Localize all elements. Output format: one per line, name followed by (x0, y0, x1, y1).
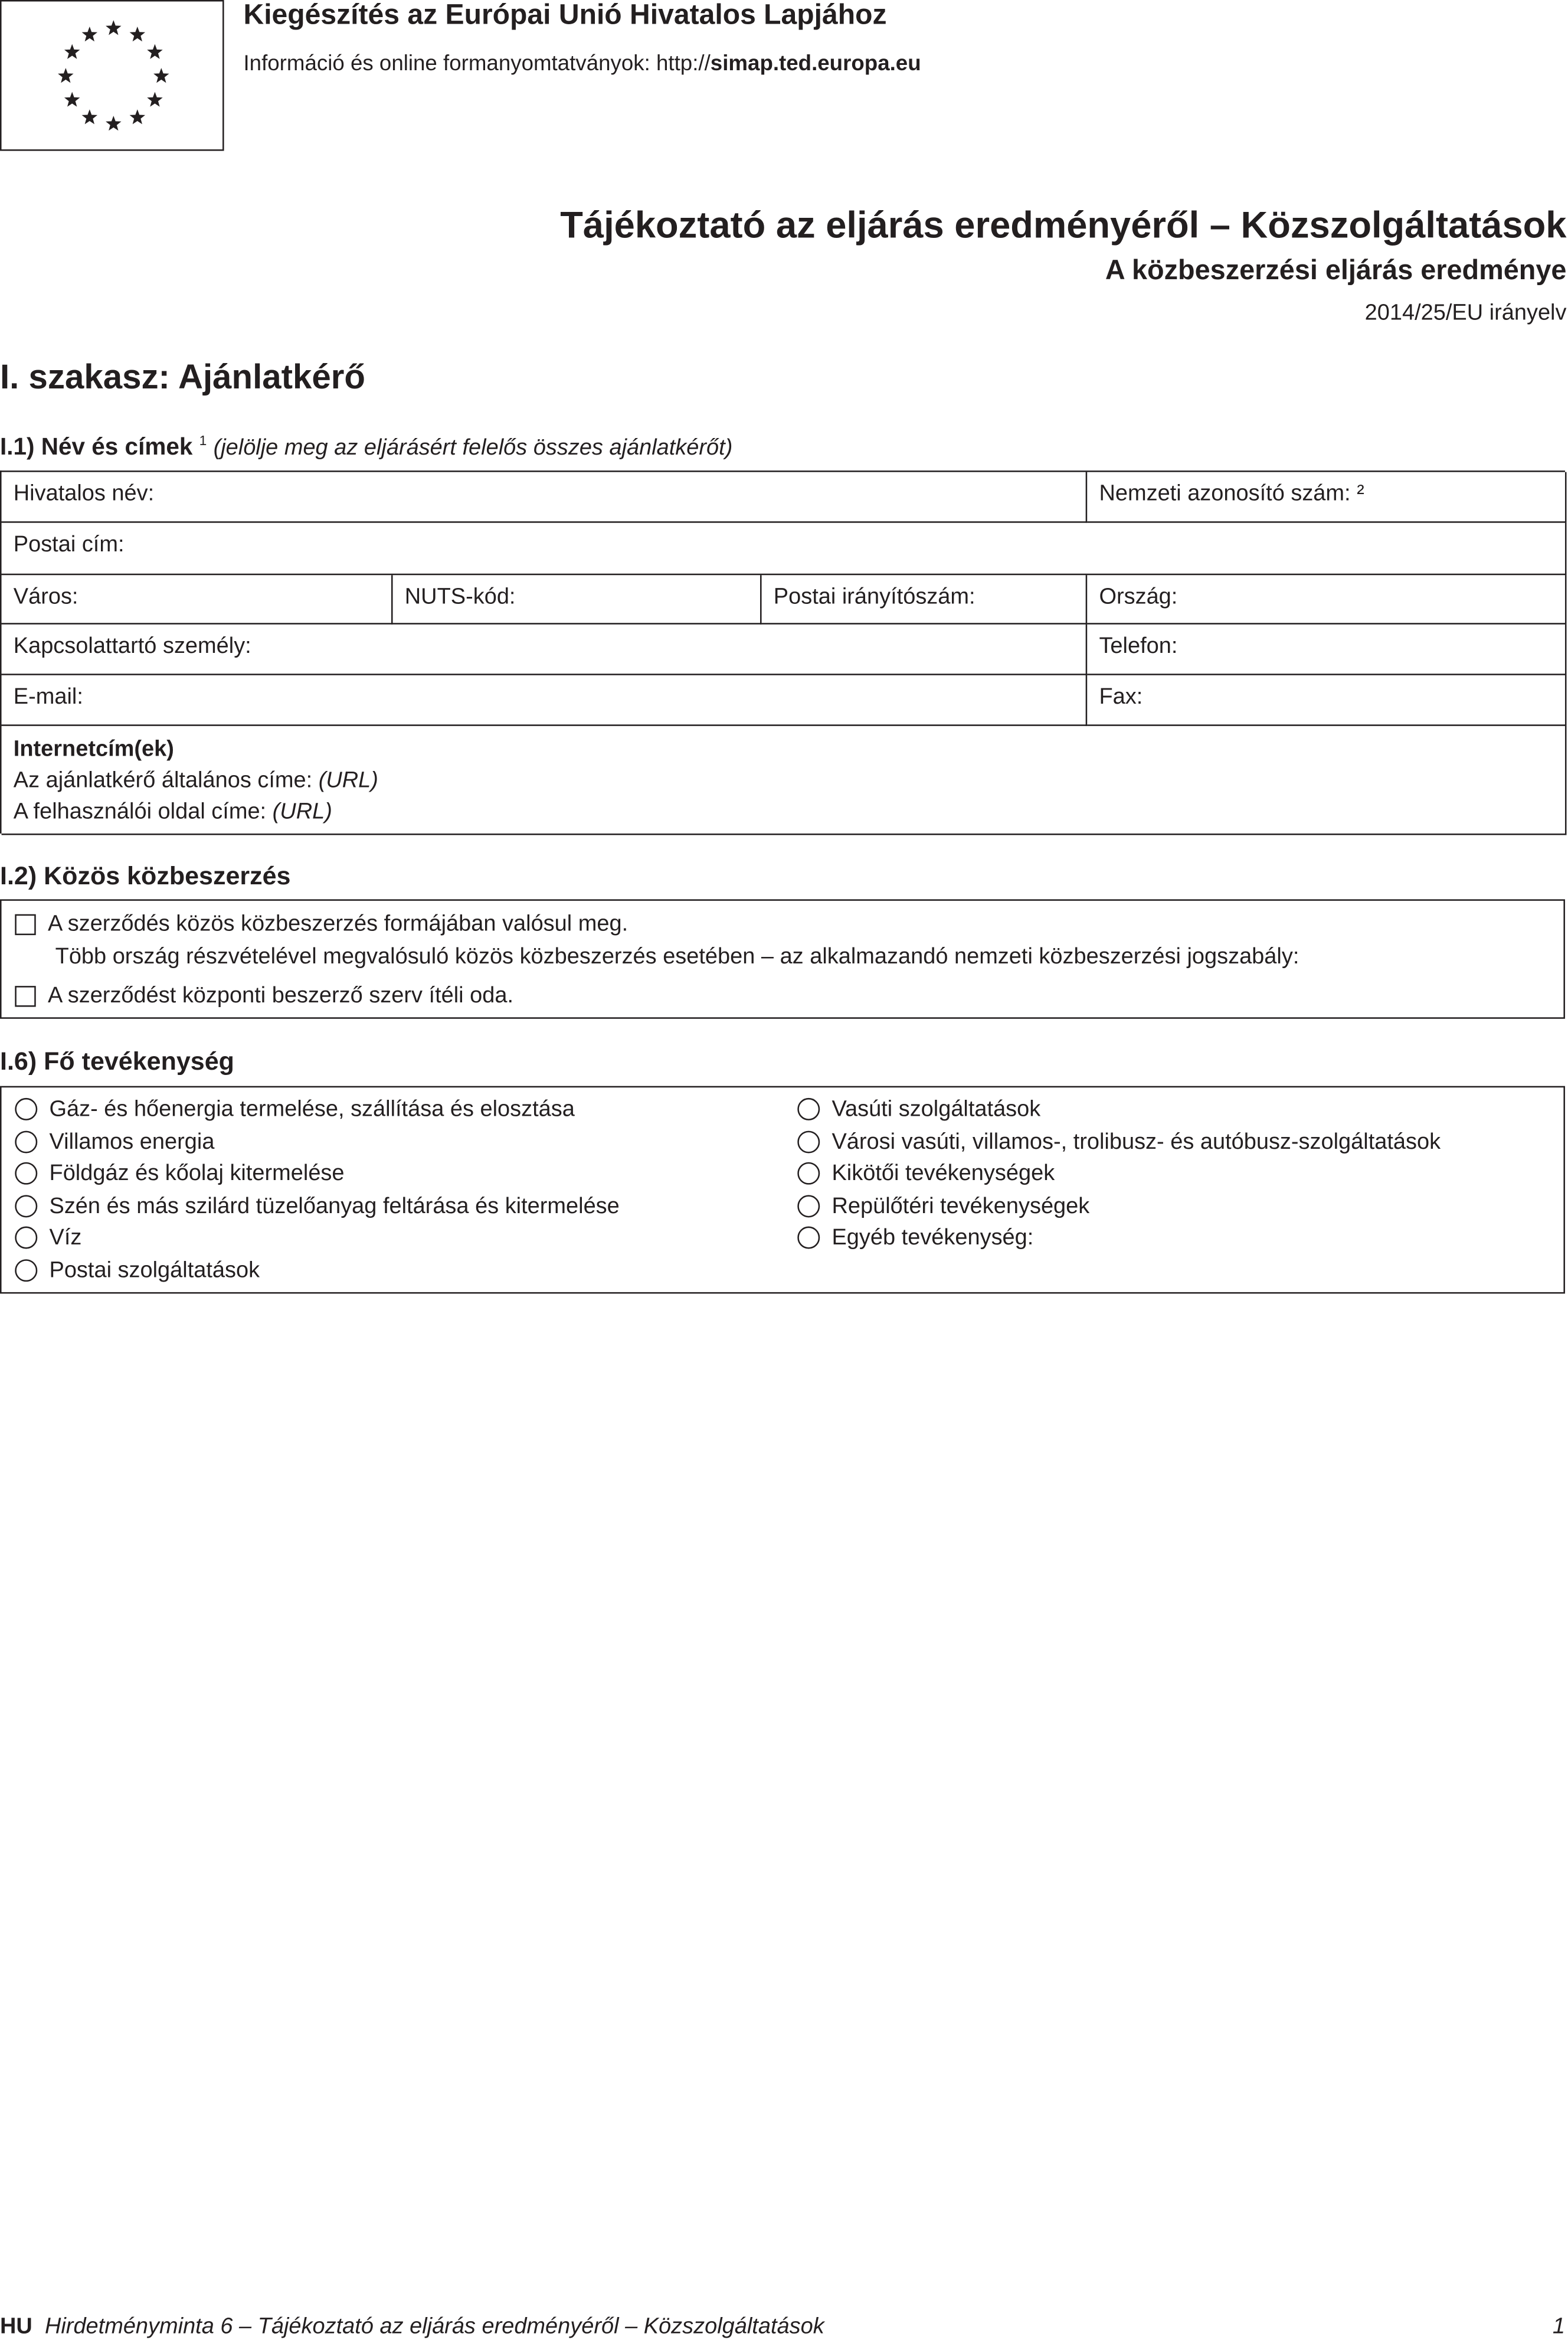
activity-option[interactable] (797, 1129, 1441, 1154)
checkbox[interactable] (15, 913, 35, 934)
star-icon (58, 68, 73, 83)
star-icon (106, 116, 121, 130)
radio-button[interactable] (15, 1227, 37, 1249)
radio-button[interactable] (15, 1130, 37, 1152)
central-purchasing-option[interactable] (15, 983, 513, 1008)
radio-button[interactable] (15, 1098, 37, 1120)
star-icon (147, 92, 162, 107)
activity-label: Vasúti szolgáltatások (832, 1096, 1041, 1122)
checkbox[interactable] (15, 985, 35, 1006)
star-icon (82, 109, 97, 124)
i6-heading: I.6) Fő tevékenység (0, 1047, 234, 1076)
buyer-profile-field[interactable] (14, 796, 1553, 828)
section-title: I. szakasz: Ajánlatkérő (0, 357, 365, 396)
activity-label: Postai szolgáltatások (49, 1257, 260, 1283)
main-address-field[interactable] (14, 765, 1553, 796)
directive: 2014/25/EU irányelv (1364, 300, 1567, 326)
i2-heading: I.2) Közös közbeszerzés (0, 862, 291, 891)
star-icon (64, 92, 80, 107)
info-text: Információ és online formanyomtatványok: http:// (243, 52, 711, 77)
joint-procurement-box (0, 899, 1565, 1018)
star-icon (153, 68, 169, 83)
activity-label: Egyéb tevékenység: (832, 1225, 1034, 1251)
fax-field[interactable]: Fax: (1087, 675, 1566, 726)
official-name-field[interactable]: Hivatalos név: (2, 472, 1088, 523)
i1-heading-text: I.1) Név és címek (0, 435, 193, 461)
main-activity-box (0, 1086, 1565, 1294)
radio-button[interactable] (797, 1227, 820, 1249)
activity-label: Villamos energia (49, 1128, 215, 1154)
i1-note: (jelölje meg az eljárásért felelős összes ajánlatkérőt) (213, 435, 733, 461)
activity-option[interactable] (797, 1161, 1055, 1186)
joint-procurement-option[interactable] (15, 911, 628, 937)
activity-option[interactable] (15, 1225, 81, 1250)
header-info (243, 53, 921, 76)
joint-label: A szerződés közös közbeszerzés formájában valósul meg. (47, 911, 628, 937)
star-icon (130, 27, 145, 41)
star-icon (130, 109, 145, 124)
radio-button[interactable] (797, 1162, 820, 1185)
activity-option[interactable] (15, 1193, 619, 1218)
postcode-field[interactable]: Postai irányítószám: (762, 575, 1088, 625)
form-title: Tájékoztató az eljárás eredményéről – Közszolgáltatások (560, 204, 1567, 247)
activity-label: Kikötői tevékenységek (832, 1161, 1055, 1187)
star-icon (106, 20, 121, 35)
activity-label: Gáz- és hőenergia termelése, szállítása és elosztása (49, 1096, 575, 1122)
activity-label: Földgáz és kőolaj kitermelése (49, 1161, 345, 1187)
main-address-label: Az ajánlatkérő általános címe: (13, 767, 313, 793)
footer-lang: HU (0, 2313, 32, 2339)
national-id-field[interactable]: Nemzeti azonosító szám: ² (1087, 472, 1566, 523)
activity-label: Repülőtéri tevékenységek (832, 1192, 1090, 1218)
footer (0, 2314, 824, 2339)
simap-link[interactable]: simap.ted.europa.eu (710, 52, 921, 77)
activity-option[interactable] (15, 1129, 214, 1154)
activity-option[interactable] (15, 1161, 344, 1186)
contact-person-field[interactable]: Kapcsolattartó személy: (2, 625, 1088, 675)
country-field[interactable]: Ország: (1087, 575, 1566, 625)
radio-button[interactable] (15, 1162, 37, 1185)
url-hint: (URL) (318, 767, 378, 793)
phone-field[interactable]: Telefon: (1087, 625, 1566, 675)
name-and-addresses-table (0, 470, 1565, 834)
activity-option[interactable] (797, 1096, 1040, 1122)
activity-option[interactable] (15, 1257, 260, 1282)
nuts-field[interactable]: NUTS-kód: (393, 575, 762, 625)
radio-button[interactable] (15, 1194, 37, 1217)
activity-option[interactable] (797, 1193, 1089, 1218)
central-label: A szerződést központi beszerző szerv ítéli oda. (47, 983, 514, 1009)
activity-label: Városi vasúti, villamos-, trolibusz- és autóbusz-szolgáltatások (832, 1128, 1441, 1154)
internet-heading: Internetcím(ek) (13, 736, 174, 762)
radio-button[interactable] (797, 1130, 820, 1152)
radio-button[interactable] (797, 1098, 820, 1120)
url-hint: (URL) (272, 799, 332, 825)
email-field[interactable]: E-mail: (2, 675, 1088, 726)
activity-label: Szén és más szilárd tüzelőanyag feltárása és kitermelése (49, 1192, 620, 1218)
postal-address-field[interactable]: Postai cím: (2, 523, 1567, 576)
internet-addresses (2, 726, 1567, 835)
star-icon (147, 44, 162, 59)
i1-heading (0, 433, 732, 462)
footnote-ref: 1 (199, 433, 207, 449)
footer-text: Hirdetményminta 6 – Tájékoztató az eljárás eredményéről – Közszolgáltatások (44, 2313, 824, 2339)
header-title: Kiegészítés az Európai Unió Hivatalos Lapjához (243, 0, 887, 32)
activity-option[interactable] (15, 1096, 575, 1122)
radio-button[interactable] (797, 1194, 820, 1217)
radio-button[interactable] (15, 1259, 37, 1281)
star-icon (64, 44, 80, 59)
eu-flag-icon (0, 0, 224, 151)
buyer-profile-label: A felhasználói oldal címe: (13, 799, 267, 825)
joint-note: Több ország részvételével megvalósuló közös közbeszerzés esetében – az alkalmazandó nemzeti közbeszerzési jogszabály: (55, 944, 1299, 970)
form-subtitle: A közbeszerzési eljárás eredménye (1105, 254, 1567, 286)
activity-option[interactable] (797, 1225, 1033, 1250)
activity-label: Víz (49, 1225, 82, 1251)
town-field[interactable]: Város: (2, 575, 393, 625)
star-icon (82, 27, 97, 41)
page-number: 1 (1552, 2313, 1565, 2339)
